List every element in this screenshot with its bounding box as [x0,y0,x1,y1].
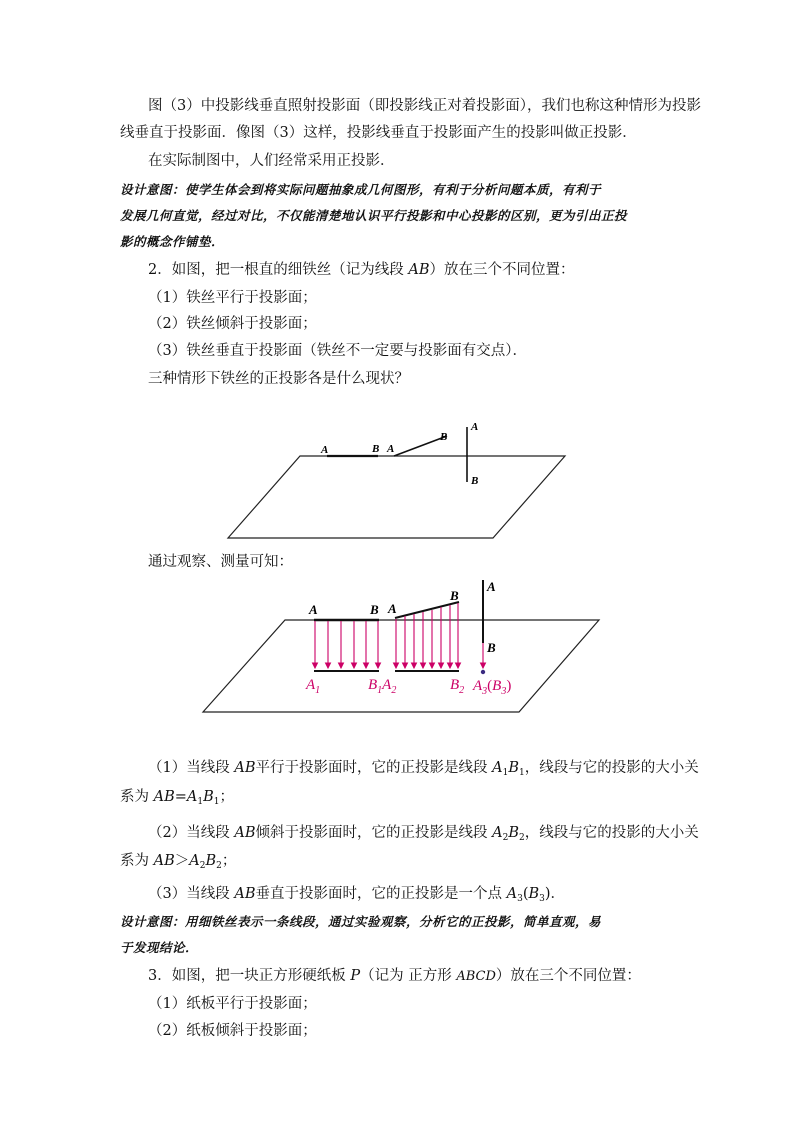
question-2-item-2: （2）铁丝倾斜于投影面； [148,316,317,332]
conclusion-2: （2）当线段 AB倾斜于投影面时，它的正投影是线段 $A_2B_2$，线段与它的投影的大小关 [148,825,699,843]
label-b3: B [492,678,502,694]
conclusion-1: （1）当线段 AB平行于投影面时，它的正投影是线段 $A_1B_1$，线段与它的投影的大小关 [148,760,699,778]
design-intent-line: 设计意图：用细铁丝表示一条线段，通过实验观察，分析它的正投影，简单直观，易 [120,914,602,929]
question-2-question: 三种情形下铁丝的正投影各是什么现状？ [148,371,409,387]
question-2-intro: 2．如图，把一根直的细铁丝（记为线段 AB）放在三个不同位置： [148,262,575,278]
svg-text:A1: $A_1$ [306,677,321,696]
label-a: A [487,579,496,594]
projection-lines-oblique [396,603,458,668]
label-b: B [450,588,459,603]
label-a1: A [306,677,316,693]
paragraph-line: 线垂直于投影面．像图（3）这样，投影线垂直于投影面产生的投影叫做正投影． [120,125,637,141]
observation-text: 通过观察、测量可知： [148,554,293,570]
projection-labels [305,677,511,697]
label-b: B [372,443,380,455]
paragraph-line: 在实际制图中，人们经常采用正投影． [148,153,395,169]
conclusion-2-relation: 系为 $AB>A_2B_2$； [120,853,237,871]
svg-text:B2: $B_2$ [450,677,465,696]
label-b: B [487,640,496,655]
label-b: B [370,602,379,617]
question-3-item-1: （1）纸板平行于投影面； [148,996,317,1012]
label-a: A [321,444,329,456]
design-intent-line: 于发现结论． [120,940,199,955]
projection-point-a3b3 [481,670,485,674]
label-b: B [471,475,479,487]
label-b1: B [368,677,378,693]
svg-text:A3(B3): $A_3(B_3)$ [473,678,512,697]
question-2-item-1: （1）铁丝平行于投影面； [148,290,317,306]
label-a: A [309,602,318,617]
question-3-intro: 3．如图，把一块正方形硬纸板 P（记为 正方形 ABCD）放在三个不同位置： [148,968,641,984]
conclusion-1-relation: 系为 $AB=A_1B_1$； [120,789,234,807]
label-a: A [388,601,397,616]
label-a2: A [382,677,392,693]
design-intent-line: 影的概念作铺垫． [120,234,225,249]
projection-plane [203,620,599,712]
design-intent-line: 设计意图：使学生体会到将实际问题抽象成几何图形，有利于分析问题本质，有利于 [120,182,602,197]
wire-oblique [395,602,459,618]
label-a: A [471,421,479,433]
question-3-item-2: （2）纸板倾斜于投影面； [148,1023,317,1039]
label-b: B [440,431,448,443]
design-intent-line: 发展几何直觉，经过对比，不仅能清楚地认识平行投影和中心投影的区别，更为引出正投 [120,208,628,223]
question-2-item-3: （3）铁丝垂直于投影面（铁丝不一定要与投影面有交点）． [148,343,527,359]
label-a: A [387,443,395,455]
label-a3: A [473,678,483,694]
paragraph-line: 图（3）中投影线垂直照射投影面（即投影线正对着投影面），我们也称这种情形为投影 [148,98,701,114]
conclusion-3: （3）当线段 AB垂直于投影面时，它的正投影是一个点 $A_3(B_3)$． [148,886,566,904]
projection-lines-parallel [315,621,378,668]
svg-text:B1A2: $B_1A_2$ [368,677,397,696]
label-b2: B [450,677,460,693]
